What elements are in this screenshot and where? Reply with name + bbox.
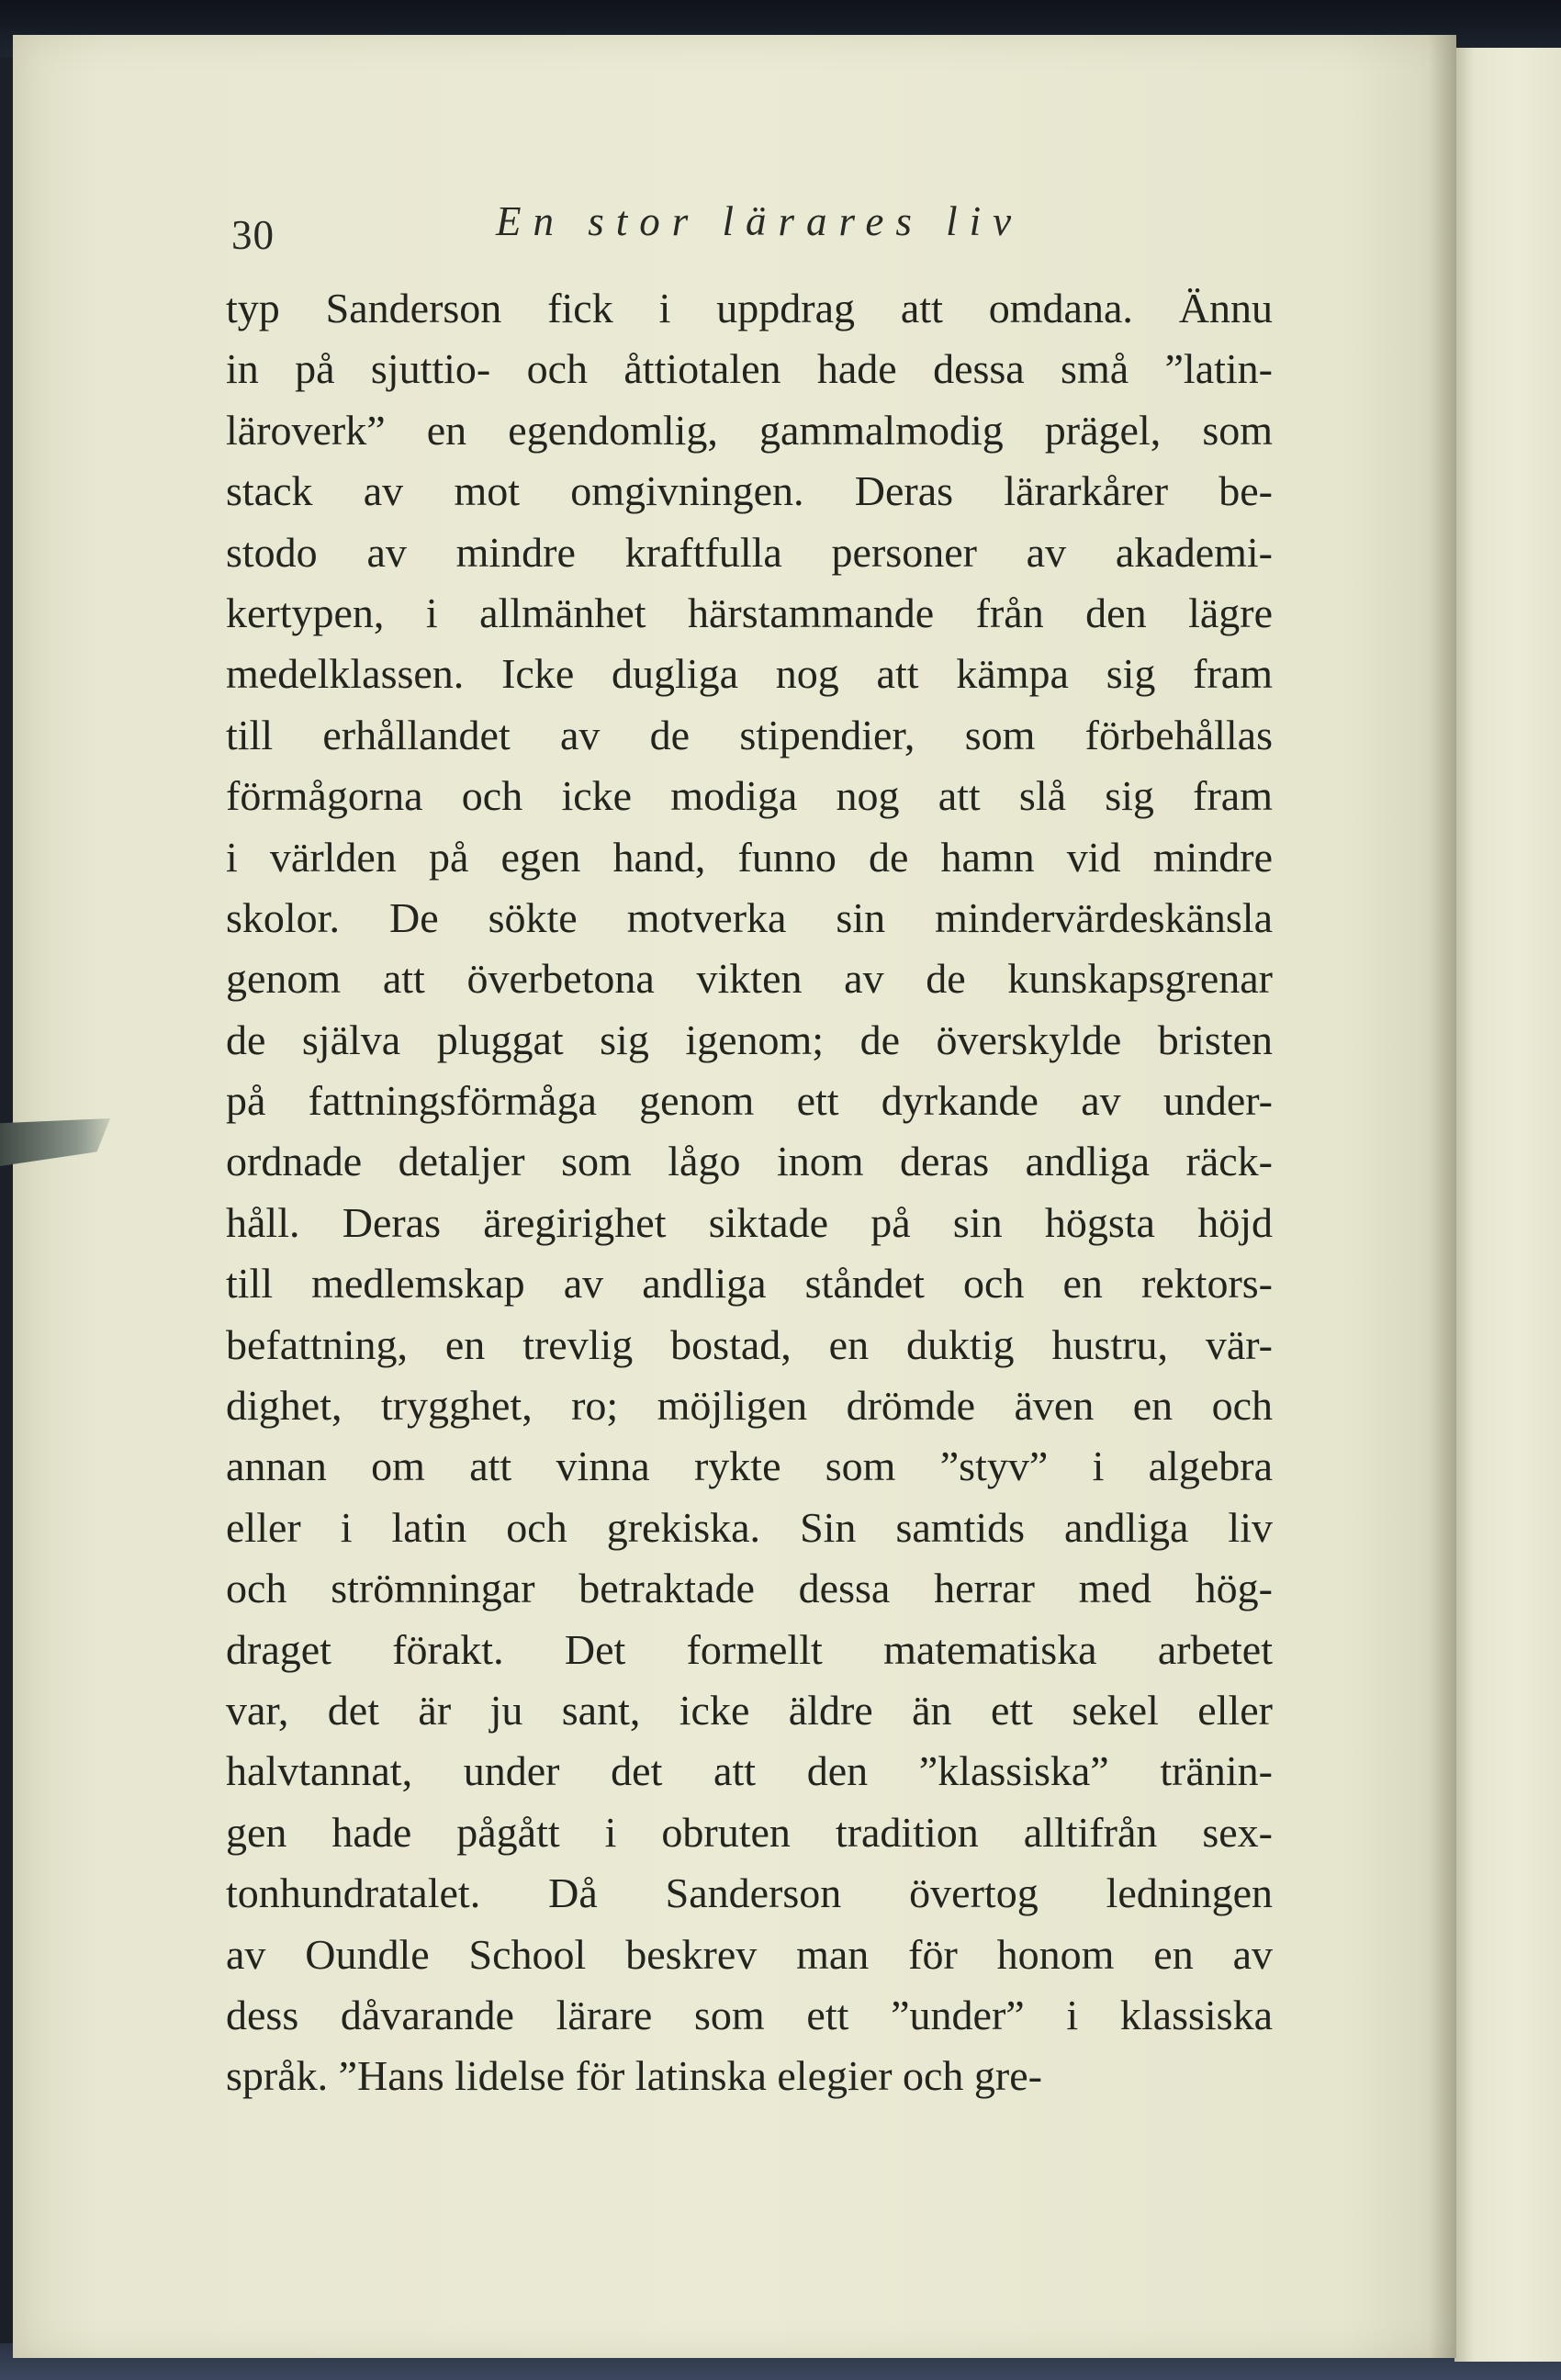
text-line: annan om att vinna rykte som ”styv” i algebra bbox=[226, 1443, 1273, 1490]
text-line: halvtannat, under det att den ”klassiska” tränin- bbox=[226, 1747, 1273, 1795]
text-line: språk. ”Hans lidelse för latinska elegier och gre- bbox=[226, 2052, 1042, 2100]
text-line: dess dåvarande lärare som ett ”under” i klassiska bbox=[226, 1991, 1273, 2038]
text-line: de själva pluggat sig igenom; de överskylde bristen bbox=[226, 1016, 1273, 1063]
text-line: till medlemskap av andliga ståndet och en rektors- bbox=[226, 1260, 1273, 1308]
text-line: stodo av mindre kraftfulla personer av akademi- bbox=[226, 528, 1273, 576]
page-gutter-shadow bbox=[1429, 35, 1456, 2358]
page-number: 30 bbox=[231, 212, 275, 258]
text-line: draget förakt. Det formellt matematiska arbetet bbox=[226, 1625, 1273, 1673]
text-line: ordnade detaljer som lågo inom deras andliga räck- bbox=[226, 1138, 1273, 1185]
text-line: medelklassen. Icke dugliga nog att kämpa sig fram bbox=[226, 650, 1273, 698]
text-line: eller i latin och grekiska. Sin samtids andliga liv bbox=[226, 1503, 1273, 1551]
text-line: skolor. De sökte motverka sin mindervärdeskänsla bbox=[226, 893, 1273, 941]
text-line: och strömningar betraktade dessa herrar med hög- bbox=[226, 1565, 1273, 1612]
text-line: gen hade pågått i obruten tradition alltifrån sex- bbox=[226, 1808, 1273, 1856]
text-line: dighet, trygghet, ro; möjligen drömde även en och bbox=[226, 1382, 1273, 1430]
running-head: En stor lärares liv bbox=[496, 198, 1024, 244]
text-line: stack av mot omgivningen. Deras lärarkårer be- bbox=[226, 467, 1273, 515]
text-line: läroverk” en egendomlig, gammalmodig prägel, som bbox=[226, 406, 1273, 454]
text-line: genom att överbetona vikten av de kunskapsgrenar bbox=[226, 955, 1273, 1003]
facing-page-edge bbox=[1454, 48, 1561, 2362]
body-text bbox=[226, 278, 1273, 2107]
text-line: håll. Deras äregirighet siktade på sin högsta höjd bbox=[226, 1198, 1273, 1246]
text-line: var, det är ju sant, icke äldre än ett sekel eller bbox=[226, 1686, 1273, 1734]
text-line: på fattningsförmåga genom ett dyrkande av under- bbox=[226, 1077, 1273, 1125]
text-line: till erhållandet av de stipendier, som förbehållas bbox=[226, 711, 1273, 758]
text-line: kertypen, i allmänhet härstammande från den lägre bbox=[226, 589, 1273, 636]
text-line: av Oundle School beskrev man för honom en av bbox=[226, 1930, 1273, 1978]
text-line: tonhundratalet. Då Sanderson övertog ledningen bbox=[226, 1869, 1273, 1917]
text-line: in på sjuttio- och åttiotalen hade dessa små ”latin- bbox=[226, 345, 1273, 393]
text-line: befattning, en trevlig bostad, en duktig hustru, vär- bbox=[226, 1320, 1273, 1368]
text-line: i världen på egen hand, funno de hamn vid mindre bbox=[226, 833, 1273, 881]
text-line: förmågorna och icke modiga nog att slå sig fram bbox=[226, 772, 1273, 820]
text-line: typ Sanderson fick i uppdrag att omdana. Ännu bbox=[226, 285, 1273, 331]
